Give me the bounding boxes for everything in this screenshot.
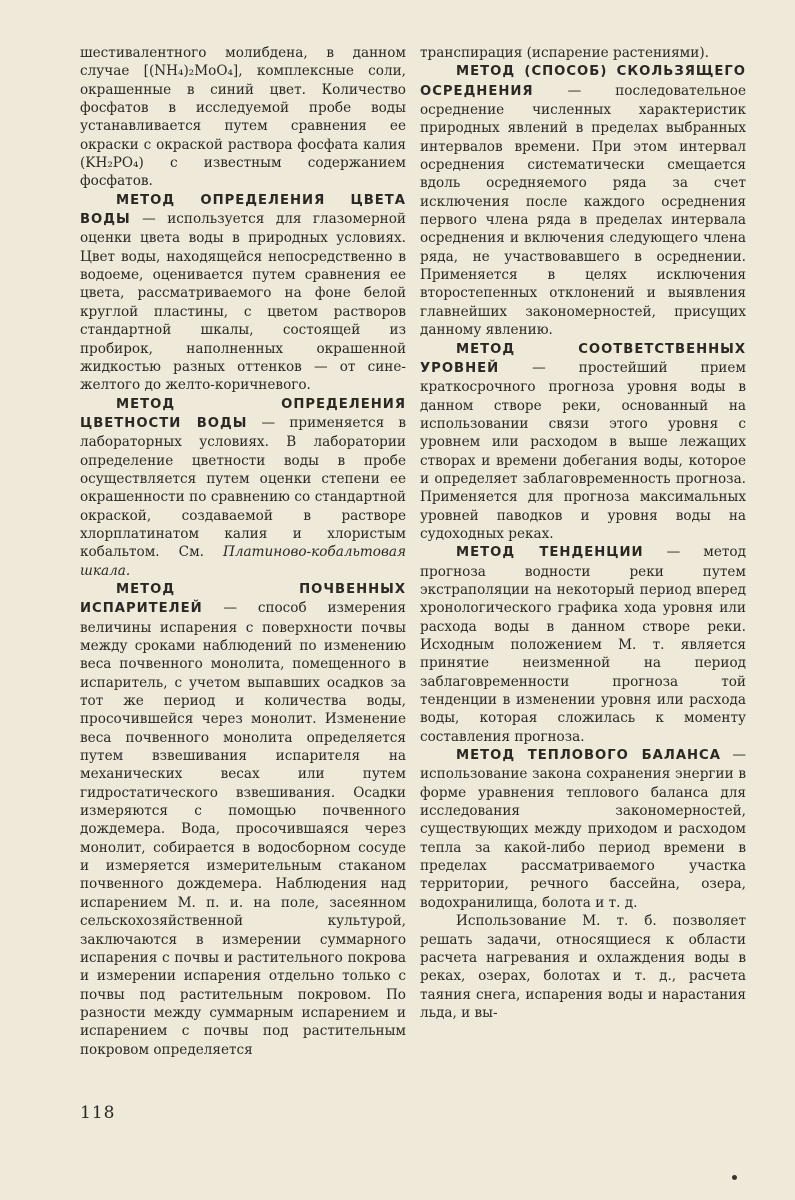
entry-term: МЕТОД ТЕПЛОВОГО БАЛАНСА (456, 748, 721, 764)
entry-water-colority-method (80, 395, 406, 580)
entry-body: применяется в лабораторных условиях. В лаборатории определение цветности воды в пробе осуществляется путем оценки степени ее окрашенности по сравнению со стандартной окраской, создаваемой в растворе хлорплатинатом калия и хлористым кобальтом. См. (80, 414, 406, 561)
print-speck (732, 1175, 737, 1180)
closing-paragraph: Использование М. т. б. позволяет решать задачи, относящиеся к области расчета нагревания и охлаждения воды в реках, озерах, болотах и т. д., расчета таяния снега, испарения воды и нарастания льда, и вы- (420, 913, 746, 1021)
entry-dash: — (643, 544, 704, 561)
see-also-reference: Платиново-кобальтовая шкала. (80, 544, 406, 579)
entry-term: МЕТОД ТЕНДЕНЦИИ (456, 545, 644, 561)
left-column (80, 44, 406, 1059)
entry-heat-balance-method (420, 746, 746, 912)
entry-body: простейший прием краткосрочного прогноза уровня воды в данном створе реки, основанный на использовании связи этого уровня с уровнем или расходом в выше лежащих створах и времени добегания воды, которое и определяет заблаговременность прогноза. Применяется для прогноза максимальных уровней паводков и уровня воды на судоходных реках. (420, 359, 746, 542)
entry-term: МЕТОД ОПРЕДЕЛЕНИЯ ЦВЕТА ВОДЫ (80, 192, 406, 228)
entry-dash: — (247, 414, 290, 431)
entry-term: МЕТОД (СПОСОБ) СКОЛЬЗЯЩЕГО ОСРЕДНЕНИЯ (420, 64, 746, 99)
entry-body: способ измерения величины испарения с поверхности почвы между сроками наблюдений по изменению веса почвенного монолита, помещенного в испаритель, с учетом выпавших осадков за тот же период и количества воды, просочившейся через монолит. Изменение веса почвенного монолита определяется путем взвешивания испарителя на механических весах или путем гидростатического взвешивания. Осадки измеряются с помощью почвенного дождемера. Вода, просочившаяся через монолит, собирается в водосборном сосуде и измеряется измерительным стаканом почвенного дождемера. Наблюдения над испарением М. п. и. на поле, засеянном сельскохозяйственной культурой, заключаются в измерении суммарного испарения с почвы и растительного покрова и измерении испарения отдельно только с почвы под растительным покровом. По разности между суммарным испарением и испарением с почвы под растительным покровом определяется (80, 600, 406, 1058)
entry-body: метод прогноза водности реки путем экстраполяции на некоторый период вперед хронологического графика хода уровня или расхода воды в данном створе реки. Исходным положением М. т. является принятие неизменной на период заблаговременности прогноза той тенденции в изменении уровня или расхода воды, которая сложилась к моменту составления прогноза. (420, 544, 746, 745)
entry-body: используется для глазомерной оценки цвета воды в природных условиях. Цвет воды, находящейся непосредственно в водоеме, оценивается путем сравнения ее цвета, рассматриваемого на фоне белой круглой пластины, с цветом растворов стандартной шкалы, состоящей из пробирок, наполненных окрашенной жидкостью разных оттенков — от сине-желтого до желто-коричневого. (80, 211, 406, 394)
entry-body: последовательное осреднение численных характеристик природных явлений в пределах выбранных интервалов времени. При этом интервал осреднения систематически смещается вдоль осредняемого ряда за счет исключения после каждого осреднения первого члена ряда в пределах интервала осреднения и включения следующего члена ряда, не участвовавшего в осреднении. Применяется в целях исключения второстепенных отклонений и выявления главнейших закономерностей, присущих данному явлению. (420, 82, 746, 339)
entry-moving-average-method (420, 62, 746, 339)
entry-dash: — (499, 359, 579, 376)
entry-term: МЕТОД ПОЧВЕННЫХ ИСПАРИТЕЛЕЙ (80, 581, 406, 617)
entry-term: МЕТОД СООТВЕТСТВЕННЫХ УРОВНЕЙ (420, 341, 746, 376)
entry-soil-evaporimeters-method (80, 580, 406, 1059)
continuation-paragraph: транспирация (испарение растениями). (420, 45, 709, 61)
entry-dash: — (533, 82, 616, 99)
entry-dash: — (202, 600, 258, 617)
entry-water-color-method (80, 191, 406, 395)
page-number: 118 (80, 1103, 116, 1123)
entry-dash: — (720, 747, 746, 764)
entry-body: использование закона сохранения энергии в форме уравнения теплового баланса для исследования закономерностей, существующих между приходом и расходом тепла за какой-либо период времени в пределах рассматриваемого участка территории, речного бассейна, озера, водохранилища, болота и т. д. (420, 766, 746, 911)
entry-corresponding-levels-method (420, 340, 746, 544)
intro-paragraph: шестивалентного молибдена, в данном случае [(NH₄)₂MoO₄], комплексные соли, окрашенные в синий цвет. Количество фосфатов в исследуемой пробе воды устанавливается путем сравнения ее окраски с окраской раствора фосфата калия (KH₂PO₄) с известным содержанием фосфатов. (80, 45, 406, 190)
right-column (420, 44, 746, 1022)
entry-tendency-method (420, 543, 746, 746)
entry-dash: — (130, 211, 168, 228)
entry-term: МЕТОД ОПРЕДЕЛЕНИЯ ЦВЕТНОСТИ ВОДЫ (80, 396, 406, 431)
